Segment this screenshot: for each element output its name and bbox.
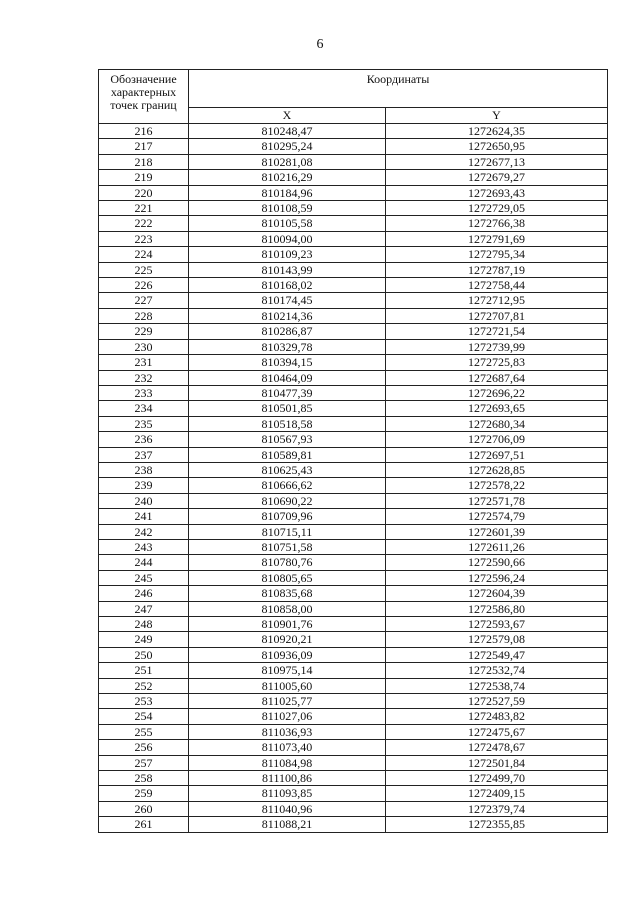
coordinates-table xyxy=(98,69,608,833)
point-id-cell: 237 xyxy=(99,447,189,462)
table-row xyxy=(99,647,608,662)
point-id-cell: 217 xyxy=(99,139,189,154)
table-row xyxy=(99,678,608,693)
x-coordinate-cell: 810690,22 xyxy=(189,493,386,508)
point-id-cell: 230 xyxy=(99,339,189,354)
y-coordinate-cell: 1272593,67 xyxy=(386,617,608,632)
table-row xyxy=(99,355,608,370)
x-coordinate-cell: 810394,15 xyxy=(189,355,386,370)
x-coordinate-cell: 811005,60 xyxy=(189,678,386,693)
table-row xyxy=(99,262,608,277)
point-id-cell: 227 xyxy=(99,293,189,308)
y-coordinate-cell: 1272628,85 xyxy=(386,462,608,477)
x-coordinate-cell: 810477,39 xyxy=(189,385,386,400)
y-coordinate-cell: 1272707,81 xyxy=(386,308,608,323)
x-coordinate-cell: 810780,76 xyxy=(189,555,386,570)
point-id-cell: 258 xyxy=(99,771,189,786)
point-id-cell: 261 xyxy=(99,817,189,832)
y-coordinate-cell: 1272532,74 xyxy=(386,663,608,678)
table-row xyxy=(99,755,608,770)
x-coordinate-cell: 811040,96 xyxy=(189,801,386,816)
x-coordinate-cell: 811073,40 xyxy=(189,740,386,755)
point-id-cell: 246 xyxy=(99,586,189,601)
table-row xyxy=(99,663,608,678)
table-row xyxy=(99,416,608,431)
y-coordinate-cell: 1272679,27 xyxy=(386,170,608,185)
x-coordinate-cell: 810108,59 xyxy=(189,201,386,216)
point-id-cell: 254 xyxy=(99,709,189,724)
x-coordinate-cell: 810901,76 xyxy=(189,617,386,632)
point-id-cell: 226 xyxy=(99,278,189,293)
point-id-cell: 233 xyxy=(99,385,189,400)
x-coordinate-cell: 810975,14 xyxy=(189,663,386,678)
table-row xyxy=(99,447,608,462)
table-row xyxy=(99,817,608,832)
point-id-cell: 252 xyxy=(99,678,189,693)
y-coordinate-cell: 1272712,95 xyxy=(386,293,608,308)
y-coordinate-cell: 1272379,74 xyxy=(386,801,608,816)
x-coordinate-cell: 810248,47 xyxy=(189,124,386,139)
x-coordinate-cell: 810214,36 xyxy=(189,308,386,323)
table-row xyxy=(99,139,608,154)
y-coordinate-cell: 1272680,34 xyxy=(386,416,608,431)
table-row xyxy=(99,570,608,585)
x-coordinate-cell: 810805,65 xyxy=(189,570,386,585)
x-coordinate-cell: 810109,23 xyxy=(189,247,386,262)
y-coordinate-cell: 1272766,38 xyxy=(386,216,608,231)
point-id-cell: 221 xyxy=(99,201,189,216)
y-coordinate-cell: 1272527,59 xyxy=(386,694,608,709)
y-coordinate-cell: 1272579,08 xyxy=(386,632,608,647)
y-coordinate-cell: 1272409,15 xyxy=(386,786,608,801)
point-id-cell: 248 xyxy=(99,617,189,632)
table-row xyxy=(99,385,608,400)
y-coordinate-cell: 1272611,26 xyxy=(386,539,608,554)
page-number: 6 xyxy=(316,37,324,52)
table-row xyxy=(99,617,608,632)
x-coordinate-cell: 811088,21 xyxy=(189,817,386,832)
point-id-cell: 229 xyxy=(99,324,189,339)
table-row xyxy=(99,709,608,724)
x-coordinate-cell: 811036,93 xyxy=(189,724,386,739)
coordinates-header: Координаты xyxy=(189,70,608,108)
x-coordinate-cell: 810666,62 xyxy=(189,478,386,493)
table-row xyxy=(99,124,608,139)
table-row xyxy=(99,632,608,647)
table-row xyxy=(99,185,608,200)
y-coordinate-cell: 1272604,39 xyxy=(386,586,608,601)
y-coordinate-cell: 1272601,39 xyxy=(386,524,608,539)
table-row xyxy=(99,231,608,246)
table-row xyxy=(99,786,608,801)
header-row xyxy=(99,70,608,108)
y-coordinate-cell: 1272624,35 xyxy=(386,124,608,139)
table-row xyxy=(99,462,608,477)
y-coordinate-cell: 1272590,66 xyxy=(386,555,608,570)
point-id-cell: 238 xyxy=(99,462,189,477)
x-coordinate-cell: 810858,00 xyxy=(189,601,386,616)
table-row xyxy=(99,586,608,601)
y-coordinate-cell: 1272499,70 xyxy=(386,771,608,786)
point-id-cell: 251 xyxy=(99,663,189,678)
table-row xyxy=(99,740,608,755)
table-row xyxy=(99,724,608,739)
table-row xyxy=(99,247,608,262)
point-id-cell: 255 xyxy=(99,724,189,739)
y-coordinate-cell: 1272758,44 xyxy=(386,278,608,293)
y-coordinate-cell: 1272549,47 xyxy=(386,647,608,662)
table-row xyxy=(99,308,608,323)
x-coordinate-cell: 811027,06 xyxy=(189,709,386,724)
x-coordinate-cell: 810936,09 xyxy=(189,647,386,662)
y-coordinate-cell: 1272721,54 xyxy=(386,324,608,339)
y-header: Y xyxy=(386,108,608,124)
point-id-cell: 239 xyxy=(99,478,189,493)
point-id-cell: 234 xyxy=(99,401,189,416)
point-id-cell: 241 xyxy=(99,509,189,524)
table-row xyxy=(99,401,608,416)
point-id-cell: 240 xyxy=(99,493,189,508)
x-coordinate-cell: 810501,85 xyxy=(189,401,386,416)
table-row xyxy=(99,478,608,493)
point-id-cell: 243 xyxy=(99,539,189,554)
y-coordinate-cell: 1272571,78 xyxy=(386,493,608,508)
point-id-cell: 242 xyxy=(99,524,189,539)
point-id-cell: 250 xyxy=(99,647,189,662)
y-coordinate-cell: 1272475,67 xyxy=(386,724,608,739)
point-id-cell: 257 xyxy=(99,755,189,770)
x-coordinate-cell: 810286,87 xyxy=(189,324,386,339)
x-coordinate-cell: 811093,85 xyxy=(189,786,386,801)
point-id-cell: 249 xyxy=(99,632,189,647)
y-coordinate-cell: 1272687,64 xyxy=(386,370,608,385)
y-coordinate-cell: 1272739,99 xyxy=(386,339,608,354)
y-coordinate-cell: 1272693,43 xyxy=(386,185,608,200)
x-coordinate-cell: 810835,68 xyxy=(189,586,386,601)
x-coordinate-cell: 810589,81 xyxy=(189,447,386,462)
x-header: X xyxy=(189,108,386,124)
table-row xyxy=(99,293,608,308)
point-id-cell: 247 xyxy=(99,601,189,616)
y-coordinate-cell: 1272574,79 xyxy=(386,509,608,524)
y-coordinate-cell: 1272725,83 xyxy=(386,355,608,370)
point-id-cell: 259 xyxy=(99,786,189,801)
point-id-cell: 236 xyxy=(99,432,189,447)
y-coordinate-cell: 1272501,84 xyxy=(386,755,608,770)
y-coordinate-cell: 1272578,22 xyxy=(386,478,608,493)
table-row xyxy=(99,771,608,786)
y-coordinate-cell: 1272729,05 xyxy=(386,201,608,216)
point-id-cell: 216 xyxy=(99,124,189,139)
table-row xyxy=(99,170,608,185)
point-id-cell: 224 xyxy=(99,247,189,262)
table-row xyxy=(99,555,608,570)
y-coordinate-cell: 1272706,09 xyxy=(386,432,608,447)
table-body xyxy=(99,124,608,833)
point-id-cell: 244 xyxy=(99,555,189,570)
point-id-cell: 223 xyxy=(99,231,189,246)
y-coordinate-cell: 1272596,24 xyxy=(386,570,608,585)
y-coordinate-cell: 1272483,82 xyxy=(386,709,608,724)
x-coordinate-cell: 811100,86 xyxy=(189,771,386,786)
x-coordinate-cell: 810751,58 xyxy=(189,539,386,554)
x-coordinate-cell: 810295,24 xyxy=(189,139,386,154)
y-coordinate-cell: 1272693,65 xyxy=(386,401,608,416)
y-coordinate-cell: 1272586,80 xyxy=(386,601,608,616)
y-coordinate-cell: 1272791,69 xyxy=(386,231,608,246)
x-coordinate-cell: 811084,98 xyxy=(189,755,386,770)
x-coordinate-cell: 810105,58 xyxy=(189,216,386,231)
table-row xyxy=(99,201,608,216)
point-id-cell: 256 xyxy=(99,740,189,755)
table-row xyxy=(99,278,608,293)
table-row xyxy=(99,539,608,554)
x-coordinate-cell: 810625,43 xyxy=(189,462,386,477)
table-row xyxy=(99,694,608,709)
table-row xyxy=(99,154,608,169)
x-coordinate-cell: 810281,08 xyxy=(189,154,386,169)
y-coordinate-cell: 1272787,19 xyxy=(386,262,608,277)
table-row xyxy=(99,493,608,508)
point-id-cell: 260 xyxy=(99,801,189,816)
x-coordinate-cell: 810174,45 xyxy=(189,293,386,308)
x-coordinate-cell: 810329,78 xyxy=(189,339,386,354)
point-id-cell: 245 xyxy=(99,570,189,585)
y-coordinate-cell: 1272677,13 xyxy=(386,154,608,169)
point-id-cell: 253 xyxy=(99,694,189,709)
x-coordinate-cell: 810518,58 xyxy=(189,416,386,431)
y-coordinate-cell: 1272650,95 xyxy=(386,139,608,154)
point-id-cell: 218 xyxy=(99,154,189,169)
x-coordinate-cell: 811025,77 xyxy=(189,694,386,709)
table-row xyxy=(99,524,608,539)
y-coordinate-cell: 1272538,74 xyxy=(386,678,608,693)
point-label-header: Обозначение характерных точек границ xyxy=(99,70,189,124)
y-coordinate-cell: 1272795,34 xyxy=(386,247,608,262)
x-coordinate-cell: 810567,93 xyxy=(189,432,386,447)
x-coordinate-cell: 810094,00 xyxy=(189,231,386,246)
point-id-cell: 220 xyxy=(99,185,189,200)
point-id-cell: 219 xyxy=(99,170,189,185)
point-id-cell: 222 xyxy=(99,216,189,231)
x-coordinate-cell: 810464,09 xyxy=(189,370,386,385)
table-row xyxy=(99,801,608,816)
x-coordinate-cell: 810715,11 xyxy=(189,524,386,539)
x-coordinate-cell: 810184,96 xyxy=(189,185,386,200)
table-row xyxy=(99,509,608,524)
y-coordinate-cell: 1272696,22 xyxy=(386,385,608,400)
x-coordinate-cell: 810216,29 xyxy=(189,170,386,185)
table-row xyxy=(99,432,608,447)
x-coordinate-cell: 810920,21 xyxy=(189,632,386,647)
point-id-cell: 225 xyxy=(99,262,189,277)
point-id-cell: 232 xyxy=(99,370,189,385)
x-coordinate-cell: 810168,02 xyxy=(189,278,386,293)
point-id-cell: 228 xyxy=(99,308,189,323)
x-coordinate-cell: 810709,96 xyxy=(189,509,386,524)
point-id-cell: 231 xyxy=(99,355,189,370)
y-coordinate-cell: 1272478,67 xyxy=(386,740,608,755)
x-coordinate-cell: 810143,99 xyxy=(189,262,386,277)
table-row xyxy=(99,370,608,385)
table-row xyxy=(99,339,608,354)
y-coordinate-cell: 1272697,51 xyxy=(386,447,608,462)
table-row xyxy=(99,324,608,339)
table-row xyxy=(99,601,608,616)
table-row xyxy=(99,216,608,231)
y-coordinate-cell: 1272355,85 xyxy=(386,817,608,832)
point-id-cell: 235 xyxy=(99,416,189,431)
